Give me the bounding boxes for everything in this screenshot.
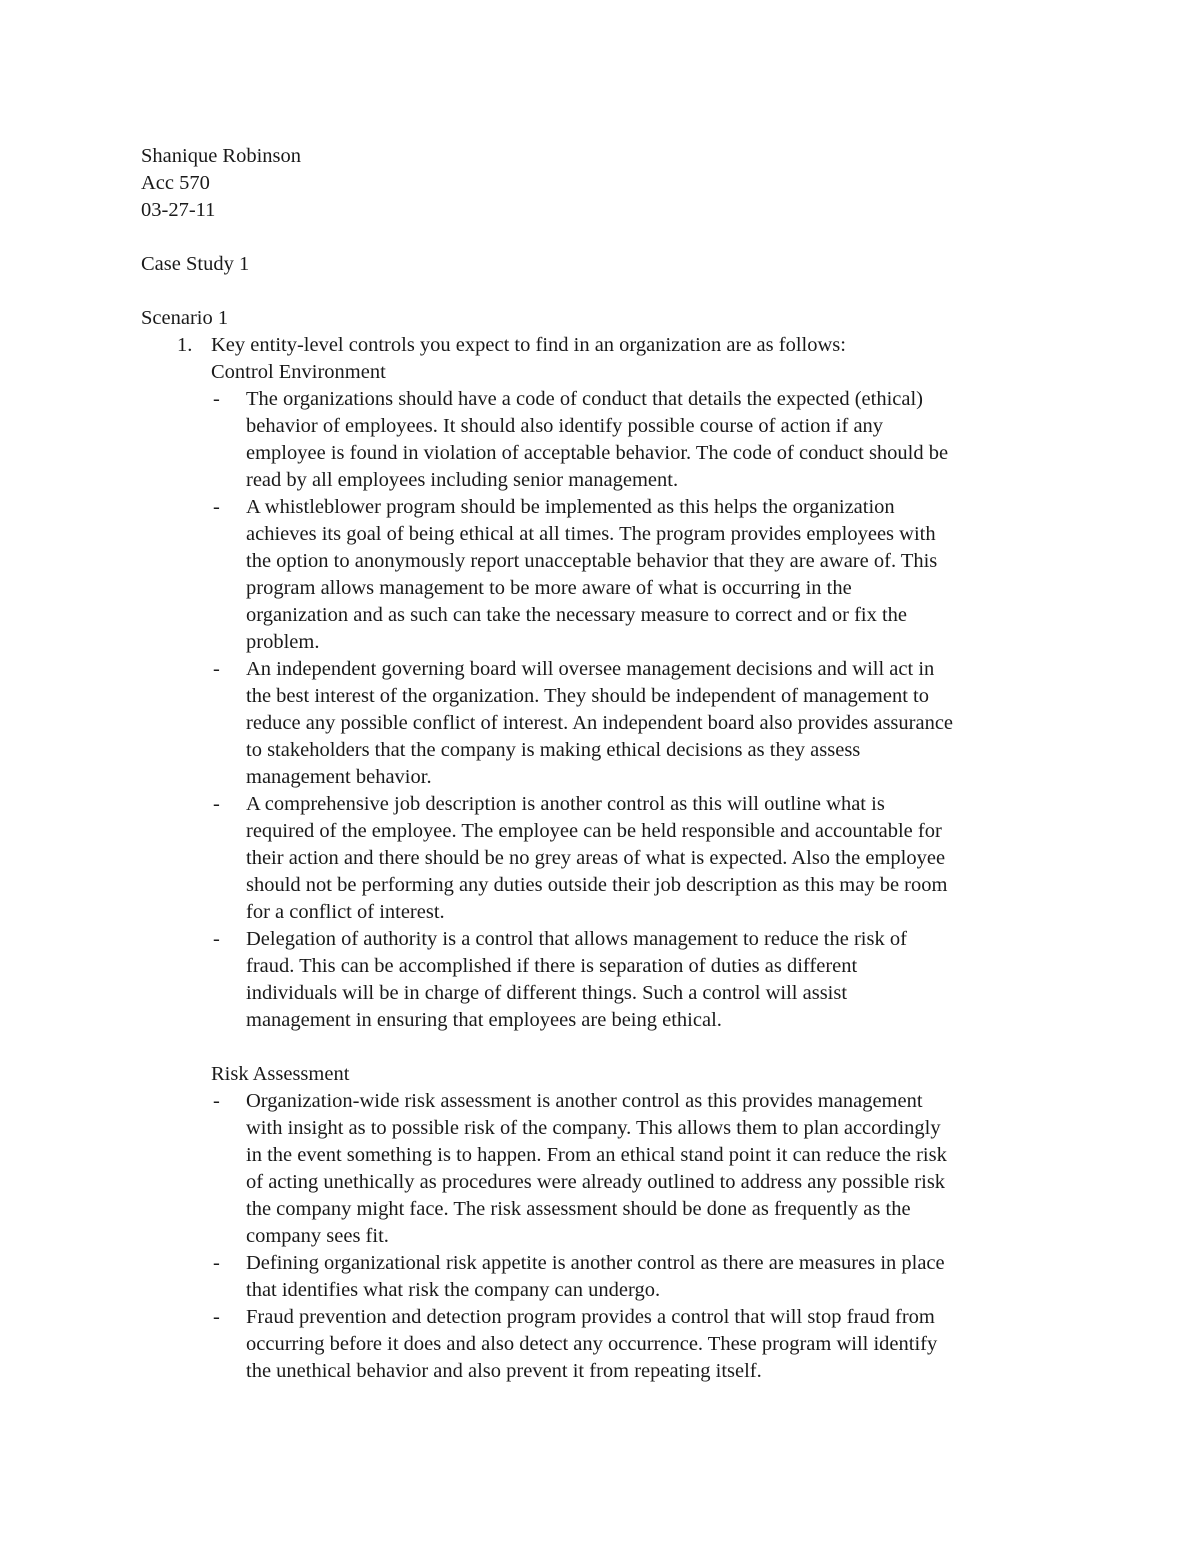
bullet-line: that identifies what risk the company can undergo. xyxy=(246,1279,661,1301)
bullet-line: program allows management to be more aware of what is occurring in the xyxy=(246,577,852,599)
bullet-line: of acting unethically as procedures were already outlined to address any possible risk xyxy=(246,1171,946,1193)
bullet-line: company sees fit. xyxy=(246,1225,389,1247)
bullet-line: for a conflict of interest. xyxy=(246,901,445,923)
bullet-line: occurring before it does and also detect any occurrence. These program will identify xyxy=(246,1333,938,1355)
bullet-line: A comprehensive job description is another control as this will outline what is xyxy=(246,793,885,815)
bullet-line: required of the employee. The employee can be held responsible and accountable for xyxy=(246,820,942,842)
bullet-line: Delegation of authority is a control that allows management to reduce the risk of xyxy=(246,928,907,950)
bullet-marker: - xyxy=(213,1252,220,1274)
bullet-line: behavior of employees. It should also identify possible course of action if any xyxy=(246,415,884,437)
bullet-marker: - xyxy=(213,1306,220,1328)
bullet-line: the company might face. The risk assessment should be done as frequently as the xyxy=(246,1198,911,1220)
document-title: Case Study 1 xyxy=(141,253,250,275)
bullet-marker: - xyxy=(213,496,220,518)
bullet-line: reduce any possible conflict of interest. An independent board also provides assurance xyxy=(246,712,954,734)
bullet-marker: - xyxy=(213,928,220,950)
bullet-line: individuals will be in charge of different things. Such a control will assist xyxy=(246,982,848,1004)
list-item-text: Key entity-level controls you expect to find in an organization are as follows: xyxy=(211,334,846,356)
bullet-line: with insight as to possible risk of the company. This allows them to plan accordingly xyxy=(246,1117,941,1139)
bullet-marker: - xyxy=(213,658,220,680)
bullet-line: the unethical behavior and also prevent it from repeating itself. xyxy=(246,1360,762,1382)
bullet-line: management behavior. xyxy=(246,766,432,788)
bullet-line: management in ensuring that employees are being ethical. xyxy=(246,1009,722,1031)
section-heading-control-environment: Control Environment xyxy=(211,361,386,383)
author-name: Shanique Robinson xyxy=(141,145,302,167)
bullet-line: problem. xyxy=(246,631,320,653)
bullet-marker: - xyxy=(213,1090,220,1112)
section-heading-risk-assessment: Risk Assessment xyxy=(211,1063,350,1085)
bullet-line: achieves its goal of being ethical at all times. The program provides employees with xyxy=(246,523,936,545)
bullet-line: Organization-wide risk assessment is another control as this provides management xyxy=(246,1090,923,1112)
bullet-line: An independent governing board will oversee management decisions and will act in xyxy=(246,658,935,680)
bullet-line: their action and there should be no grey areas of what is expected. Also the employee xyxy=(246,847,946,869)
bullet-line: organization and as such can take the necessary measure to correct and or fix the xyxy=(246,604,908,626)
bullet-line: the option to anonymously report unacceptable behavior that they are aware of. This xyxy=(246,550,938,572)
bullet-line: The organizations should have a code of conduct that details the expected (ethical) xyxy=(246,388,924,410)
bullet-line: read by all employees including senior management. xyxy=(246,469,679,491)
bullet-line: Fraud prevention and detection program provides a control that will stop fraud from xyxy=(246,1306,935,1328)
bullet-marker: - xyxy=(213,793,220,815)
bullet-marker: - xyxy=(213,388,220,410)
document-date: 03-27-11 xyxy=(141,199,216,221)
scenario-heading: Scenario 1 xyxy=(141,307,229,329)
bullet-line: employee is found in violation of acceptable behavior. The code of conduct should be xyxy=(246,442,949,464)
bullet-line: the best interest of the organization. They should be independent of management to xyxy=(246,685,929,707)
course-code: Acc 570 xyxy=(141,172,210,194)
bullet-line: Defining organizational risk appetite is another control as there are measures in place xyxy=(246,1252,945,1274)
bullet-line: in the event something is to happen. From an ethical stand point it can reduce the risk xyxy=(246,1144,947,1166)
bullet-line: to stakeholders that the company is making ethical decisions as they assess xyxy=(246,739,861,761)
bullet-line: should not be performing any duties outside their job description as this may be room xyxy=(246,874,948,896)
bullet-line: A whistleblower program should be implemented as this helps the organization xyxy=(246,496,895,518)
bullet-line: fraud. This can be accomplished if there is separation of duties as different xyxy=(246,955,858,977)
list-number: 1. xyxy=(177,334,193,356)
